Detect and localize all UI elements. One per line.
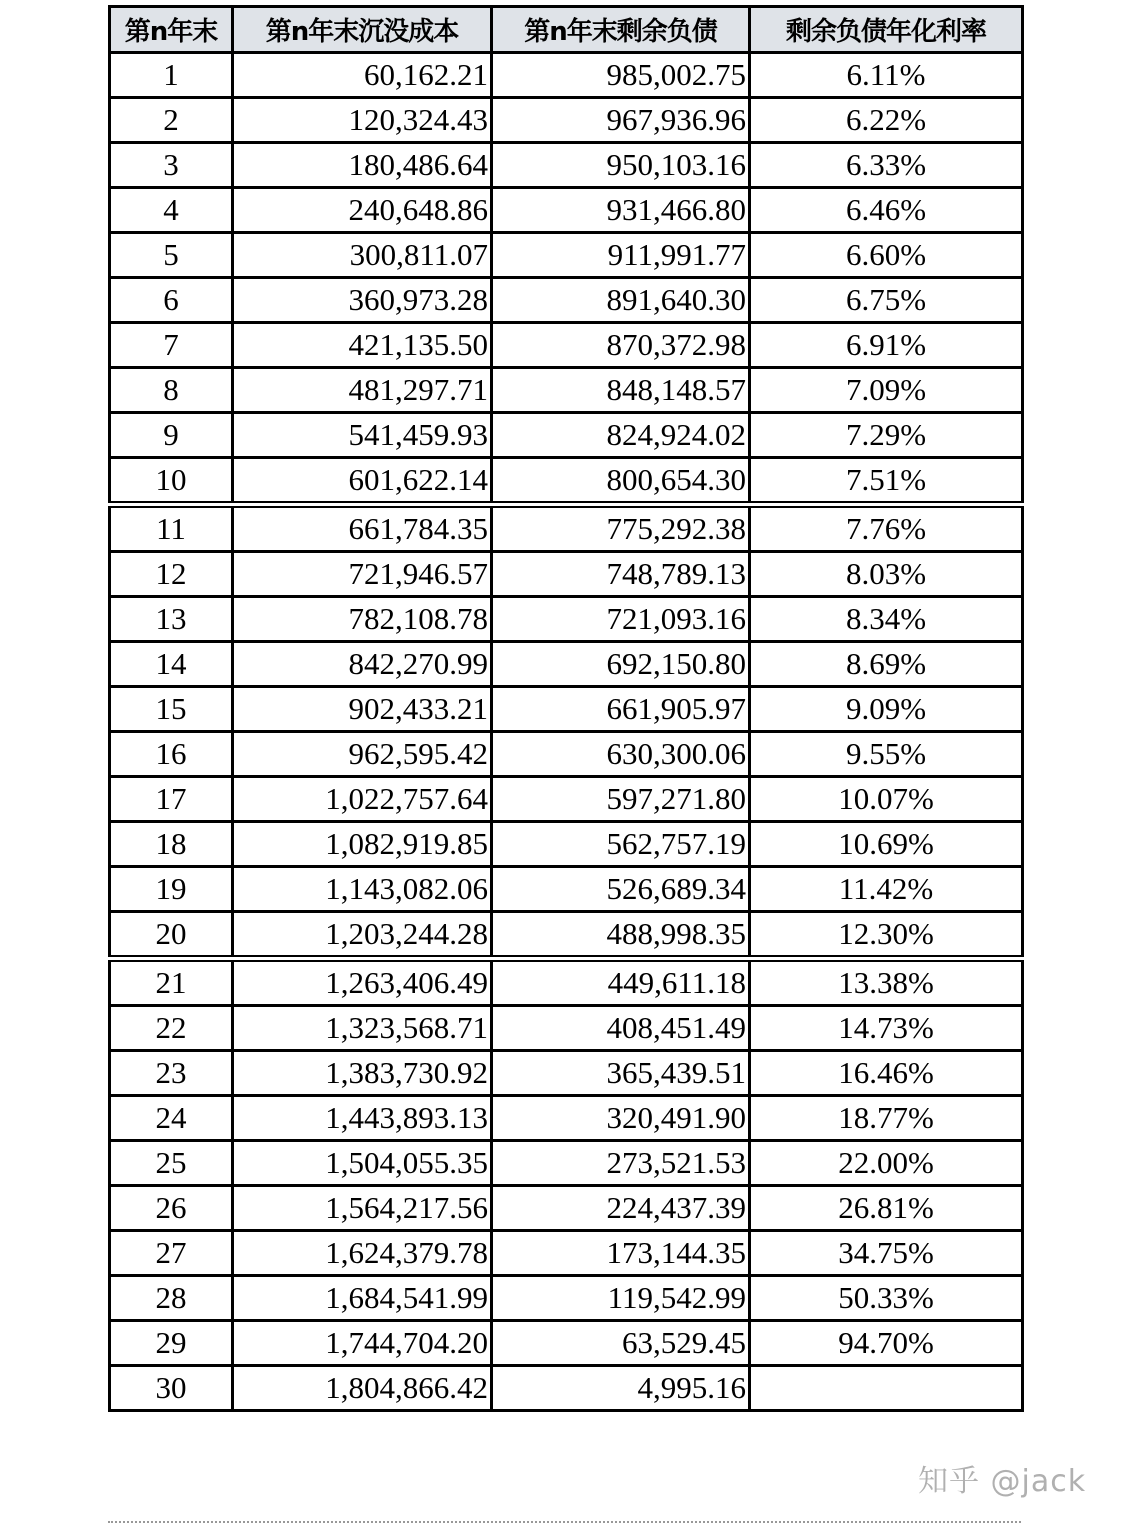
year-cell: 11 xyxy=(110,505,233,552)
year-cell: 24 xyxy=(110,1096,233,1141)
annual-rate-cell: 34.75% xyxy=(750,1231,1023,1276)
annual-rate-cell: 6.33% xyxy=(750,143,1023,188)
year-cell: 29 xyxy=(110,1321,233,1366)
sunk-cost-cell: 120,324.43 xyxy=(233,98,492,143)
annual-rate-cell: 10.07% xyxy=(750,777,1023,822)
table-row xyxy=(110,98,1023,143)
remaining-debt-cell: 800,654.30 xyxy=(492,458,750,505)
annual-rate-cell: 18.77% xyxy=(750,1096,1023,1141)
sunk-cost-cell: 1,504,055.35 xyxy=(233,1141,492,1186)
remaining-debt-cell: 4,995.16 xyxy=(492,1366,750,1411)
sunk-cost-cell: 60,162.21 xyxy=(233,53,492,98)
year-cell: 13 xyxy=(110,597,233,642)
sunk-cost-cell: 842,270.99 xyxy=(233,642,492,687)
sunk-cost-cell: 782,108.78 xyxy=(233,597,492,642)
remaining-debt-cell: 119,542.99 xyxy=(492,1276,750,1321)
year-cell: 7 xyxy=(110,323,233,368)
year-cell: 10 xyxy=(110,458,233,505)
remaining-debt-cell: 824,924.02 xyxy=(492,413,750,458)
table-row xyxy=(110,323,1023,368)
annual-rate-cell: 7.51% xyxy=(750,458,1023,505)
table-row xyxy=(110,505,1023,552)
table-row xyxy=(110,278,1023,323)
annual-rate-cell: 7.09% xyxy=(750,368,1023,413)
table-row xyxy=(110,597,1023,642)
sunk-cost-cell: 1,203,244.28 xyxy=(233,912,492,959)
year-cell: 19 xyxy=(110,867,233,912)
annual-rate-cell: 9.55% xyxy=(750,732,1023,777)
year-cell: 9 xyxy=(110,413,233,458)
watermark-text: 知乎 @jack xyxy=(918,1464,1087,1499)
year-cell: 15 xyxy=(110,687,233,732)
annual-rate-cell: 9.09% xyxy=(750,687,1023,732)
sunk-cost-cell: 721,946.57 xyxy=(233,552,492,597)
annual-rate-cell: 8.34% xyxy=(750,597,1023,642)
table-body xyxy=(110,53,1023,1411)
sunk-cost-cell: 300,811.07 xyxy=(233,233,492,278)
year-cell: 30 xyxy=(110,1366,233,1411)
sunk-cost-cell: 1,624,379.78 xyxy=(233,1231,492,1276)
annual-rate-cell: 94.70% xyxy=(750,1321,1023,1366)
remaining-debt-cell: 408,451.49 xyxy=(492,1006,750,1051)
header-row xyxy=(110,7,1023,53)
remaining-debt-cell: 526,689.34 xyxy=(492,867,750,912)
table-row xyxy=(110,458,1023,505)
year-cell: 5 xyxy=(110,233,233,278)
sunk-cost-cell: 1,564,217.56 xyxy=(233,1186,492,1231)
year-cell: 22 xyxy=(110,1006,233,1051)
remaining-debt-cell: 967,936.96 xyxy=(492,98,750,143)
table-row xyxy=(110,867,1023,912)
sunk-cost-cell: 1,323,568.71 xyxy=(233,1006,492,1051)
year-cell: 17 xyxy=(110,777,233,822)
annual-rate-cell: 8.03% xyxy=(750,552,1023,597)
remaining-debt-cell: 630,300.06 xyxy=(492,732,750,777)
remaining-debt-cell: 661,905.97 xyxy=(492,687,750,732)
table-row xyxy=(110,1186,1023,1231)
amortization-table-container xyxy=(108,5,1024,1412)
sunk-cost-cell: 541,459.93 xyxy=(233,413,492,458)
remaining-debt-cell: 950,103.16 xyxy=(492,143,750,188)
amortization-table xyxy=(108,5,1024,1412)
remaining-debt-cell: 911,991.77 xyxy=(492,233,750,278)
annual-rate-cell: 8.69% xyxy=(750,642,1023,687)
table-row xyxy=(110,1006,1023,1051)
table-row xyxy=(110,143,1023,188)
remaining-debt-cell: 721,093.16 xyxy=(492,597,750,642)
table-row xyxy=(110,642,1023,687)
year-cell: 25 xyxy=(110,1141,233,1186)
remaining-debt-cell: 931,466.80 xyxy=(492,188,750,233)
remaining-debt-cell: 848,148.57 xyxy=(492,368,750,413)
table-row xyxy=(110,413,1023,458)
remaining-debt-cell: 891,640.30 xyxy=(492,278,750,323)
table-row xyxy=(110,368,1023,413)
annual-rate-cell: 26.81% xyxy=(750,1186,1023,1231)
sunk-cost-cell: 1,263,406.49 xyxy=(233,959,492,1006)
year-cell: 1 xyxy=(110,53,233,98)
remaining-debt-cell: 748,789.13 xyxy=(492,552,750,597)
year-cell: 27 xyxy=(110,1231,233,1276)
sunk-cost-cell: 421,135.50 xyxy=(233,323,492,368)
year-cell: 2 xyxy=(110,98,233,143)
table-row xyxy=(110,1231,1023,1276)
table-row xyxy=(110,822,1023,867)
remaining-debt-cell: 870,372.98 xyxy=(492,323,750,368)
remaining-debt-cell: 63,529.45 xyxy=(492,1321,750,1366)
sunk-cost-cell: 1,383,730.92 xyxy=(233,1051,492,1096)
sunk-cost-cell: 1,684,541.99 xyxy=(233,1276,492,1321)
remaining-debt-cell: 449,611.18 xyxy=(492,959,750,1006)
sunk-cost-cell: 1,443,893.13 xyxy=(233,1096,492,1141)
table-row xyxy=(110,912,1023,959)
table-row xyxy=(110,687,1023,732)
annual-rate-cell: 10.69% xyxy=(750,822,1023,867)
year-cell: 8 xyxy=(110,368,233,413)
remaining-debt-cell: 985,002.75 xyxy=(492,53,750,98)
year-cell: 26 xyxy=(110,1186,233,1231)
table-row xyxy=(110,1321,1023,1366)
remaining-debt-cell: 597,271.80 xyxy=(492,777,750,822)
remaining-debt-cell: 488,998.35 xyxy=(492,912,750,959)
header-remaining-debt: 第n年末剩余负债 xyxy=(492,7,750,53)
annual-rate-cell xyxy=(750,1366,1023,1411)
sunk-cost-cell: 1,744,704.20 xyxy=(233,1321,492,1366)
year-cell: 14 xyxy=(110,642,233,687)
annual-rate-cell: 16.46% xyxy=(750,1051,1023,1096)
table-row xyxy=(110,1141,1023,1186)
sunk-cost-cell: 360,973.28 xyxy=(233,278,492,323)
annual-rate-cell: 14.73% xyxy=(750,1006,1023,1051)
table-row xyxy=(110,777,1023,822)
sunk-cost-cell: 661,784.35 xyxy=(233,505,492,552)
year-cell: 6 xyxy=(110,278,233,323)
header-year: 第n年末 xyxy=(110,7,233,53)
sunk-cost-cell: 1,143,082.06 xyxy=(233,867,492,912)
sunk-cost-cell: 1,804,866.42 xyxy=(233,1366,492,1411)
sunk-cost-cell: 1,082,919.85 xyxy=(233,822,492,867)
remaining-debt-cell: 365,439.51 xyxy=(492,1051,750,1096)
year-cell: 28 xyxy=(110,1276,233,1321)
year-cell: 18 xyxy=(110,822,233,867)
remaining-debt-cell: 273,521.53 xyxy=(492,1141,750,1186)
sunk-cost-cell: 601,622.14 xyxy=(233,458,492,505)
year-cell: 3 xyxy=(110,143,233,188)
sunk-cost-cell: 481,297.71 xyxy=(233,368,492,413)
annual-rate-cell: 50.33% xyxy=(750,1276,1023,1321)
table-row xyxy=(110,732,1023,777)
header-annual-rate: 剩余负债年化利率 xyxy=(750,7,1023,53)
annual-rate-cell: 7.76% xyxy=(750,505,1023,552)
sunk-cost-cell: 1,022,757.64 xyxy=(233,777,492,822)
annual-rate-cell: 7.29% xyxy=(750,413,1023,458)
remaining-debt-cell: 224,437.39 xyxy=(492,1186,750,1231)
table-row xyxy=(110,959,1023,1006)
table-row xyxy=(110,552,1023,597)
annual-rate-cell: 13.38% xyxy=(750,959,1023,1006)
annual-rate-cell: 22.00% xyxy=(750,1141,1023,1186)
year-cell: 21 xyxy=(110,959,233,1006)
annual-rate-cell: 6.91% xyxy=(750,323,1023,368)
table-row xyxy=(110,1366,1023,1411)
remaining-debt-cell: 320,491.90 xyxy=(492,1096,750,1141)
table-row xyxy=(110,1051,1023,1096)
table-row xyxy=(110,1096,1023,1141)
remaining-debt-cell: 562,757.19 xyxy=(492,822,750,867)
annual-rate-cell: 6.11% xyxy=(750,53,1023,98)
annual-rate-cell: 12.30% xyxy=(750,912,1023,959)
table-row xyxy=(110,53,1023,98)
header-sunk-cost: 第n年末沉没成本 xyxy=(233,7,492,53)
sunk-cost-cell: 240,648.86 xyxy=(233,188,492,233)
sunk-cost-cell: 902,433.21 xyxy=(233,687,492,732)
annual-rate-cell: 6.75% xyxy=(750,278,1023,323)
year-cell: 23 xyxy=(110,1051,233,1096)
table-row xyxy=(110,233,1023,278)
year-cell: 4 xyxy=(110,188,233,233)
remaining-debt-cell: 775,292.38 xyxy=(492,505,750,552)
year-cell: 12 xyxy=(110,552,233,597)
sunk-cost-cell: 962,595.42 xyxy=(233,732,492,777)
annual-rate-cell: 6.60% xyxy=(750,233,1023,278)
remaining-debt-cell: 173,144.35 xyxy=(492,1231,750,1276)
cropped-bottom-edge xyxy=(108,1521,1021,1528)
table-row xyxy=(110,1276,1023,1321)
sunk-cost-cell: 180,486.64 xyxy=(233,143,492,188)
remaining-debt-cell: 692,150.80 xyxy=(492,642,750,687)
annual-rate-cell: 11.42% xyxy=(750,867,1023,912)
year-cell: 16 xyxy=(110,732,233,777)
annual-rate-cell: 6.22% xyxy=(750,98,1023,143)
annual-rate-cell: 6.46% xyxy=(750,188,1023,233)
table-row xyxy=(110,188,1023,233)
year-cell: 20 xyxy=(110,912,233,959)
